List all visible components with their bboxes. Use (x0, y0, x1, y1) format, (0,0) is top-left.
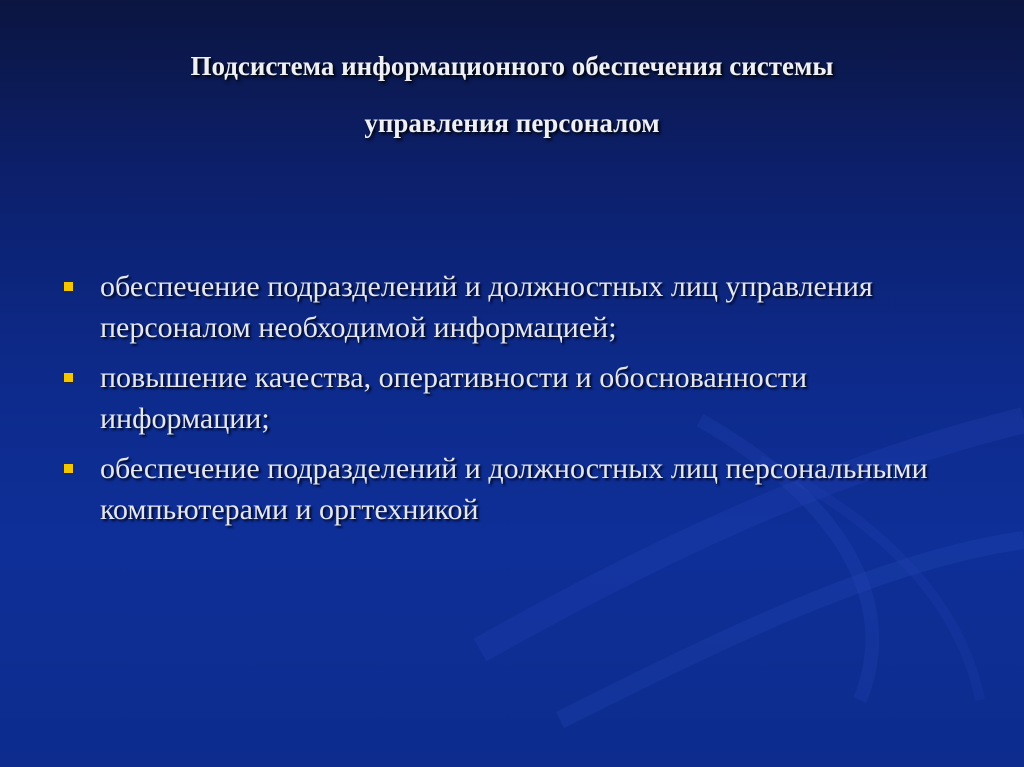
square-bullet-icon (64, 282, 73, 291)
bullet-item (60, 448, 980, 530)
slide-title-line-1: Подсистема информационного обеспечения системы (190, 51, 834, 81)
bullet-text: повышение качества, оперативности и обоснованности информации; (100, 361, 807, 435)
bullet-text: обеспечение подразделений и должностных лиц управления персоналом необходимой информацией; (100, 270, 873, 344)
bullet-item (60, 357, 980, 439)
slide-title-line-2: управления персоналом (364, 108, 660, 138)
slide-title (80, 38, 944, 152)
square-bullet-icon (64, 464, 73, 473)
bullet-item (60, 266, 980, 348)
bullet-text: обеспечение подразделений и должностных лиц персональными компьютерами и оргтехникой (100, 452, 928, 526)
bullet-list (60, 266, 980, 539)
square-bullet-icon (64, 373, 73, 382)
